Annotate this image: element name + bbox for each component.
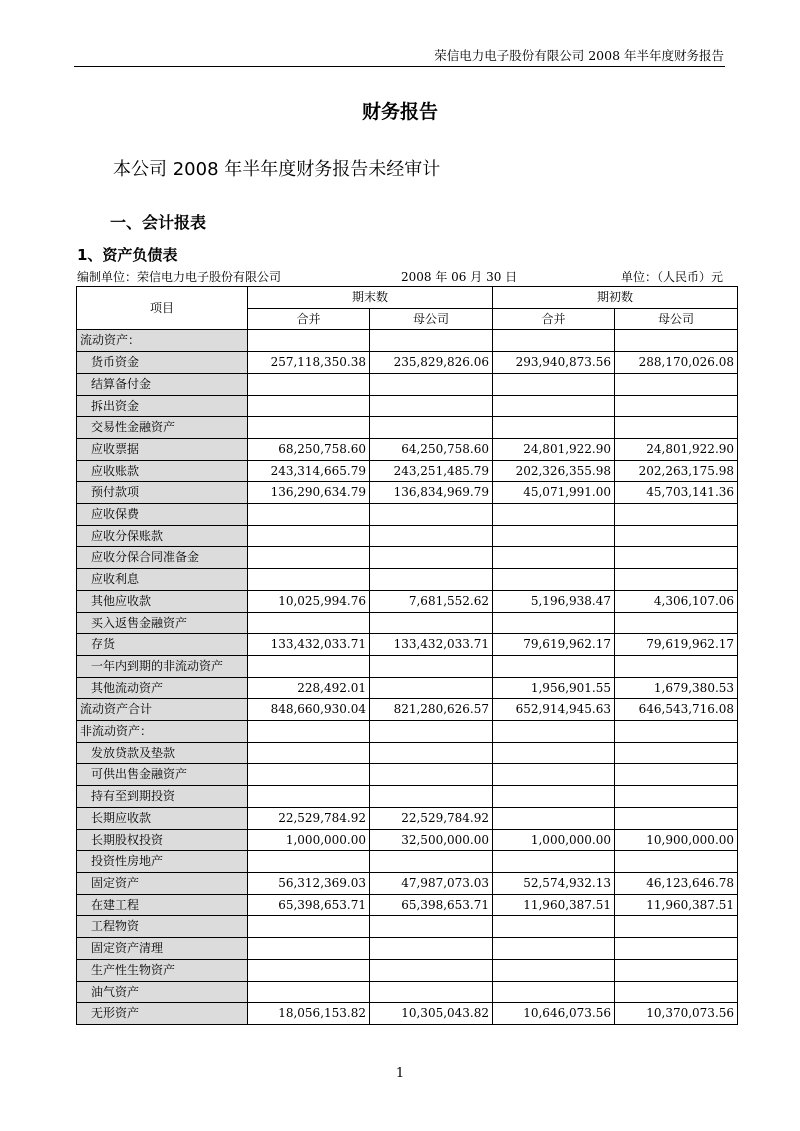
- page-number: 1: [395, 1066, 405, 1081]
- amount-cell: [248, 764, 370, 786]
- amount-cell: [370, 612, 493, 634]
- amount-cell: 288,170,026.08: [615, 352, 738, 374]
- row-label: 固定资产: [77, 872, 248, 894]
- row-label: 工程物资: [77, 916, 248, 938]
- amount-cell: [615, 981, 738, 1003]
- table-row: [77, 959, 738, 981]
- amount-cell: [615, 742, 738, 764]
- amount-cell: 848,660,930.04: [248, 699, 370, 721]
- amount-cell: [615, 938, 738, 960]
- row-label: 流动资产：: [77, 330, 248, 352]
- header-rule: [74, 66, 725, 67]
- amount-cell: 5,196,938.47: [493, 590, 615, 612]
- table-row: [77, 504, 738, 526]
- amount-cell: [370, 569, 493, 591]
- amount-cell: [248, 916, 370, 938]
- amount-cell: 821,280,626.57: [370, 699, 493, 721]
- row-label: 结算备付金: [77, 373, 248, 395]
- amount-cell: [248, 569, 370, 591]
- table-row: [77, 460, 738, 482]
- amount-cell: 7,681,552.62: [370, 590, 493, 612]
- amount-cell: [248, 938, 370, 960]
- amount-cell: [493, 742, 615, 764]
- amount-cell: 64,250,758.60: [370, 438, 493, 460]
- audit-note: 本公司 2008 年半年度财务报告未经审计: [113, 159, 441, 180]
- amount-cell: [370, 504, 493, 526]
- amount-cell: 45,071,991.00: [493, 482, 615, 504]
- consolidated-header: 合并: [493, 308, 615, 330]
- row-label: 一年内到期的非流动资产: [77, 655, 248, 677]
- amount-cell: [370, 786, 493, 808]
- amount-cell: 11,960,387.51: [615, 894, 738, 916]
- table-row: [77, 894, 738, 916]
- amount-cell: [370, 655, 493, 677]
- amount-cell: 10,025,994.76: [248, 590, 370, 612]
- amount-cell: 79,619,962.17: [615, 634, 738, 656]
- amount-cell: 32,500,000.00: [370, 829, 493, 851]
- amount-cell: [615, 916, 738, 938]
- amount-cell: [248, 395, 370, 417]
- amount-cell: [493, 330, 615, 352]
- amount-cell: [370, 547, 493, 569]
- amount-cell: [370, 981, 493, 1003]
- amount-cell: [493, 851, 615, 873]
- amount-cell: 24,801,922.90: [493, 438, 615, 460]
- amount-cell: [370, 851, 493, 873]
- amount-cell: 10,900,000.00: [615, 829, 738, 851]
- amount-cell: 235,829,826.06: [370, 352, 493, 374]
- table-row: [77, 395, 738, 417]
- balance-sheet-table: [76, 286, 738, 1025]
- amount-cell: [248, 655, 370, 677]
- row-label: 交易性金融资产: [77, 417, 248, 439]
- amount-cell: [370, 417, 493, 439]
- row-label: 长期股权投资: [77, 829, 248, 851]
- row-label: 货币资金: [77, 352, 248, 374]
- table-row: [77, 634, 738, 656]
- amount-cell: [248, 851, 370, 873]
- amount-cell: 47,987,073.03: [370, 872, 493, 894]
- parent-company-header: 母公司: [370, 308, 493, 330]
- amount-cell: [248, 981, 370, 1003]
- amount-cell: [493, 938, 615, 960]
- table-row: [77, 807, 738, 829]
- table-row: [77, 916, 738, 938]
- amount-cell: [615, 547, 738, 569]
- amount-cell: [615, 569, 738, 591]
- table-row: [77, 786, 738, 808]
- amount-cell: [615, 504, 738, 526]
- table-row: [77, 677, 738, 699]
- table-row: [77, 438, 738, 460]
- row-label: 应收保费: [77, 504, 248, 526]
- table-row: [77, 829, 738, 851]
- amount-cell: 1,956,901.55: [493, 677, 615, 699]
- amount-cell: 11,960,387.51: [493, 894, 615, 916]
- document-title: 财务报告: [361, 101, 438, 123]
- table-row: [77, 851, 738, 873]
- row-label: 生产性生物资产: [77, 959, 248, 981]
- amount-cell: [248, 373, 370, 395]
- row-label: 其他流动资产: [77, 677, 248, 699]
- table-row: [77, 352, 738, 374]
- table-row: [77, 330, 738, 352]
- amount-cell: 22,529,784.92: [248, 807, 370, 829]
- row-label: 流动资产合计: [77, 699, 248, 721]
- amount-cell: [493, 612, 615, 634]
- amount-cell: [370, 938, 493, 960]
- amount-cell: 133,432,033.71: [248, 634, 370, 656]
- amount-cell: [615, 417, 738, 439]
- amount-cell: [615, 612, 738, 634]
- amount-cell: 228,492.01: [248, 677, 370, 699]
- row-label: 持有至到期投资: [77, 786, 248, 808]
- amount-cell: [493, 916, 615, 938]
- amount-cell: [493, 547, 615, 569]
- amount-cell: [615, 525, 738, 547]
- parent-company-header: 母公司: [615, 308, 738, 330]
- row-label: 应收票据: [77, 438, 248, 460]
- amount-cell: 46,123,646.78: [615, 872, 738, 894]
- table-row: [77, 721, 738, 743]
- amount-cell: [493, 655, 615, 677]
- table-row: [77, 373, 738, 395]
- amount-cell: 202,263,175.98: [615, 460, 738, 482]
- amount-cell: 293,940,873.56: [493, 352, 615, 374]
- table-row: [77, 569, 738, 591]
- amount-cell: [615, 373, 738, 395]
- amount-cell: 1,000,000.00: [248, 829, 370, 851]
- amount-cell: [615, 959, 738, 981]
- amount-cell: 22,529,784.92: [370, 807, 493, 829]
- table-row: [77, 590, 738, 612]
- amount-cell: 243,314,665.79: [248, 460, 370, 482]
- amount-cell: [248, 786, 370, 808]
- row-label: 无形资产: [77, 1003, 248, 1025]
- table-row: [77, 482, 738, 504]
- amount-cell: [370, 742, 493, 764]
- preparer-label: 编制单位：荣信电力电子股份有限公司: [77, 270, 282, 284]
- amount-cell: [493, 373, 615, 395]
- amount-cell: 56,312,369.03: [248, 872, 370, 894]
- row-label: 油气资产: [77, 981, 248, 1003]
- report-date: 2008 年 06 月 30 日: [401, 270, 518, 284]
- amount-cell: 18,056,153.82: [248, 1003, 370, 1025]
- row-label: 拆出资金: [77, 395, 248, 417]
- amount-cell: 45,703,141.36: [615, 482, 738, 504]
- amount-cell: [493, 721, 615, 743]
- amount-cell: [370, 721, 493, 743]
- table-row: [77, 742, 738, 764]
- row-label: 应收账款: [77, 460, 248, 482]
- currency-unit: 单位：（人民币）元: [620, 270, 723, 284]
- amount-cell: [493, 395, 615, 417]
- amount-cell: [493, 807, 615, 829]
- amount-cell: [493, 786, 615, 808]
- amount-cell: 68,250,758.60: [248, 438, 370, 460]
- amount-cell: [370, 764, 493, 786]
- row-label: 长期应收款: [77, 807, 248, 829]
- amount-cell: 133,432,033.71: [370, 634, 493, 656]
- amount-cell: [493, 981, 615, 1003]
- row-label: 可供出售金融资产: [77, 764, 248, 786]
- amount-cell: [248, 959, 370, 981]
- sub-heading: 1、资产负债表: [77, 246, 178, 264]
- table-row: [77, 981, 738, 1003]
- amount-cell: [370, 330, 493, 352]
- amount-cell: [370, 395, 493, 417]
- amount-cell: [615, 764, 738, 786]
- amount-cell: [248, 547, 370, 569]
- table-row: [77, 547, 738, 569]
- amount-cell: [248, 417, 370, 439]
- table-row: [77, 525, 738, 547]
- row-label: 应收分保账款: [77, 525, 248, 547]
- section-heading: 一、会计报表: [110, 213, 207, 232]
- row-label: 买入返售金融资产: [77, 612, 248, 634]
- table-row: [77, 938, 738, 960]
- amount-cell: 1,679,380.53: [615, 677, 738, 699]
- table-row: [77, 612, 738, 634]
- amount-cell: [615, 807, 738, 829]
- amount-cell: [493, 959, 615, 981]
- amount-cell: [493, 569, 615, 591]
- amount-cell: [493, 525, 615, 547]
- amount-cell: 136,290,634.79: [248, 482, 370, 504]
- period-start-header: 期初数: [493, 287, 738, 309]
- amount-cell: [615, 851, 738, 873]
- amount-cell: [493, 417, 615, 439]
- period-end-header: 期末数: [248, 287, 493, 309]
- amount-cell: [615, 655, 738, 677]
- amount-cell: [370, 677, 493, 699]
- amount-cell: 1,000,000.00: [493, 829, 615, 851]
- amount-cell: [248, 721, 370, 743]
- amount-cell: 65,398,653.71: [248, 894, 370, 916]
- row-label: 存货: [77, 634, 248, 656]
- amount-cell: 10,305,043.82: [370, 1003, 493, 1025]
- amount-cell: 10,370,073.56: [615, 1003, 738, 1025]
- running-header: 荣信电力电子股份有限公司 2008 年半年度财务报告: [434, 48, 724, 63]
- row-label: 应收分保合同准备金: [77, 547, 248, 569]
- amount-cell: [370, 525, 493, 547]
- amount-cell: 24,801,922.90: [615, 438, 738, 460]
- amount-cell: [248, 525, 370, 547]
- amount-cell: 79,619,962.17: [493, 634, 615, 656]
- amount-cell: [615, 330, 738, 352]
- amount-cell: [493, 504, 615, 526]
- row-label: 投资性房地产: [77, 851, 248, 873]
- amount-cell: 4,306,107.06: [615, 590, 738, 612]
- table-body: [77, 330, 738, 1025]
- amount-cell: 257,118,350.38: [248, 352, 370, 374]
- table-row: [77, 655, 738, 677]
- consolidated-header: 合并: [248, 308, 370, 330]
- amount-cell: 202,326,355.98: [493, 460, 615, 482]
- amount-cell: 10,646,073.56: [493, 1003, 615, 1025]
- amount-cell: [370, 959, 493, 981]
- table-row: [77, 872, 738, 894]
- table-row: [77, 699, 738, 721]
- row-label: 发放贷款及垫款: [77, 742, 248, 764]
- row-label: 在建工程: [77, 894, 248, 916]
- amount-cell: [615, 786, 738, 808]
- amount-cell: [248, 742, 370, 764]
- amount-cell: [248, 330, 370, 352]
- table-row: [77, 764, 738, 786]
- amount-cell: 65,398,653.71: [370, 894, 493, 916]
- amount-cell: [370, 916, 493, 938]
- amount-cell: [615, 395, 738, 417]
- row-label: 固定资产清理: [77, 938, 248, 960]
- row-label: 应收利息: [77, 569, 248, 591]
- amount-cell: 646,543,716.08: [615, 699, 738, 721]
- amount-cell: [248, 504, 370, 526]
- row-label: 非流动资产：: [77, 721, 248, 743]
- amount-cell: [615, 721, 738, 743]
- amount-cell: 652,914,945.63: [493, 699, 615, 721]
- amount-cell: 136,834,969.79: [370, 482, 493, 504]
- table-row: [77, 417, 738, 439]
- row-label: 预付款项: [77, 482, 248, 504]
- amount-cell: 243,251,485.79: [370, 460, 493, 482]
- table-header-row: [77, 287, 738, 309]
- row-label: 其他应收款: [77, 590, 248, 612]
- amount-cell: [493, 764, 615, 786]
- amount-cell: [248, 612, 370, 634]
- table-row: [77, 1003, 738, 1025]
- item-column-header: 项目: [77, 287, 248, 330]
- amount-cell: 52,574,932.13: [493, 872, 615, 894]
- amount-cell: [370, 373, 493, 395]
